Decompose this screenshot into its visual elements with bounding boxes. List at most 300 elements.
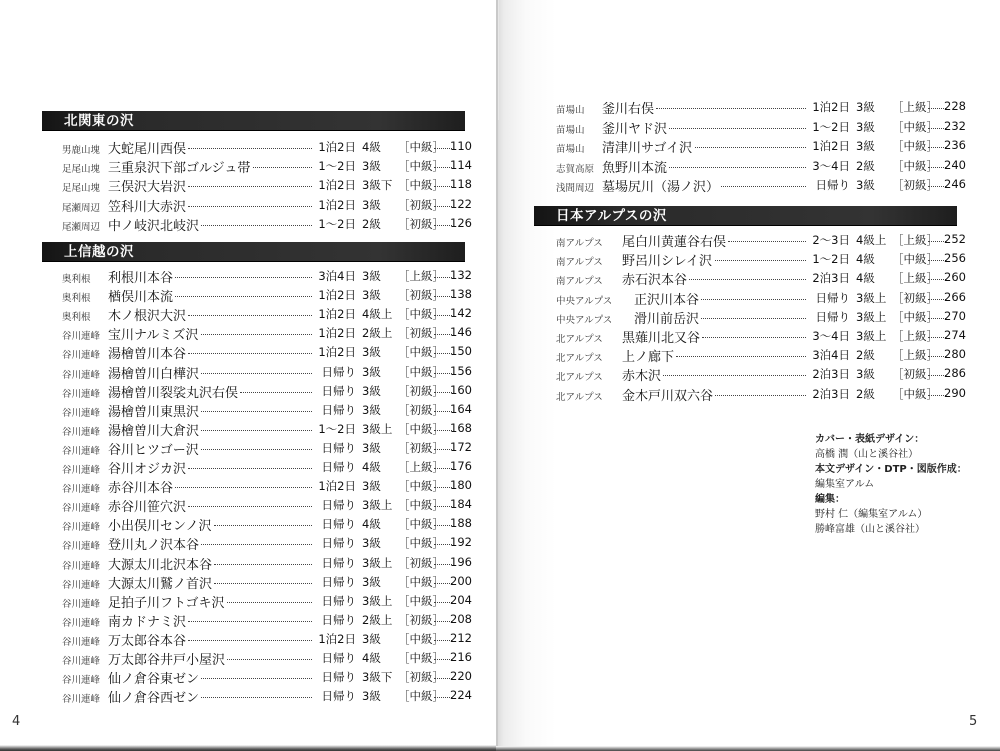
toc-entry[interactable]: [556, 98, 966, 117]
toc-level: ［中級］: [892, 158, 938, 173]
toc-level: ［中級］: [398, 140, 444, 154]
toc-grade: 3級: [362, 159, 381, 174]
toc-grade: 4級: [362, 651, 381, 665]
toc-entry[interactable]: [556, 269, 966, 288]
toc-entry[interactable]: [556, 250, 966, 269]
toc-level: ［上級］: [398, 269, 444, 283]
dot-leader: [175, 277, 312, 278]
toc-level: ［中級］: [892, 119, 938, 134]
toc-area: 苗場山: [556, 144, 585, 155]
toc-entry[interactable]: [62, 611, 472, 630]
toc-area: 谷川連峰: [62, 426, 101, 438]
toc-title: 金木戸川双六谷: [622, 388, 714, 404]
toc-area: 谷川連峰: [62, 617, 101, 629]
toc-duration: 日帰り: [321, 402, 356, 417]
toc-grade: 4級上: [362, 307, 393, 322]
toc-level: ［中級］: [398, 593, 444, 608]
toc-entry[interactable]: [62, 630, 472, 649]
toc-title: 清津川サゴイ沢: [602, 141, 693, 156]
toc-entry[interactable]: [62, 305, 472, 324]
dot-leader: [701, 299, 806, 300]
toc-page-number: 188: [450, 516, 472, 531]
dot-leader: [188, 315, 312, 316]
toc-title: 小出俣川センノ沢: [108, 519, 212, 535]
toc-page-number: 156: [450, 363, 472, 378]
credit-label: カバー・表紙デザイン：: [815, 434, 925, 445]
toc-area: 谷川連峰: [62, 350, 101, 362]
dot-leader: [214, 525, 312, 526]
toc-grade: 4級: [362, 140, 381, 154]
toc-duration: 1泊2日: [318, 326, 356, 341]
toc-level: ［初級］: [398, 197, 444, 212]
toc-level: ［上級］: [892, 100, 938, 114]
toc-title: 湯檜曽川大倉沢: [108, 423, 200, 439]
toc-title: 万太郎谷井戸小屋沢: [108, 653, 226, 668]
toc-entry[interactable]: [62, 401, 472, 420]
toc-page-number: 164: [450, 401, 472, 416]
toc-level: ［中級］: [398, 307, 444, 322]
dot-leader: [695, 147, 806, 148]
toc-entry[interactable]: [62, 534, 472, 553]
toc-grade: 3級上: [856, 290, 887, 305]
toc-duration: 日帰り: [321, 574, 356, 589]
toc-entry[interactable]: [62, 363, 472, 382]
toc-page-number: 196: [450, 554, 472, 569]
toc-area: 苗場山: [556, 105, 585, 116]
toc-title: 三俣沢大岩沢: [108, 180, 187, 196]
dot-leader: [227, 659, 312, 660]
toc-entry[interactable]: [62, 215, 472, 234]
toc-duration: 2泊3日: [812, 271, 850, 286]
toc-area: 谷川連峰: [62, 656, 101, 667]
toc-title: 湯檜曽川白樺沢: [108, 366, 200, 382]
toc-duration: 1泊2日: [318, 288, 356, 303]
toc-page-number: 184: [450, 497, 472, 512]
toc-grade: 4級上: [856, 233, 887, 247]
toc-grade: 3級上: [362, 593, 393, 608]
toc-level: ［中級］: [398, 498, 444, 513]
toc-duration: 1〜2日: [318, 216, 356, 231]
toc-page-number: 146: [450, 325, 472, 340]
toc-entry[interactable]: [556, 157, 966, 176]
toc-page-number: 132: [450, 268, 472, 282]
toc-duration: 1〜2日: [812, 119, 850, 134]
toc-level: ［初級］: [398, 612, 444, 627]
dot-leader: [201, 373, 312, 374]
toc-entry[interactable]: [62, 286, 472, 305]
toc-title: 三重泉沢下部ゴルジュ帯: [108, 161, 251, 177]
toc-grade: 3級: [362, 402, 381, 417]
toc-duration: 1泊2日: [318, 345, 356, 360]
toc-grade: 4級: [856, 252, 875, 267]
toc-page-number: 270: [944, 308, 966, 323]
toc-duration: 3泊4日: [318, 269, 356, 283]
toc-entry[interactable]: [62, 573, 472, 592]
toc-title: 赤石沢本谷: [622, 273, 688, 289]
section-heading-kitakanto: 北関東の沢: [42, 111, 465, 131]
toc-entry[interactable]: [62, 649, 472, 668]
toc-title: 谷川オジカ沢: [108, 462, 187, 477]
toc-area: 志賀高原: [556, 163, 595, 175]
toc-grade: 3級: [362, 536, 381, 551]
toc-title: 大蛇尾川西俣: [108, 142, 187, 157]
toc-entry[interactable]: [62, 267, 472, 286]
dot-leader: [721, 186, 806, 187]
toc-grade: 2級: [856, 158, 875, 173]
toc-title: 正沢川本谷: [634, 292, 700, 308]
toc-area: 北アルプス: [556, 372, 603, 384]
toc-area: 北アルプス: [556, 353, 603, 365]
toc-duration: 日帰り: [321, 689, 356, 704]
toc-entry[interactable]: [62, 420, 472, 439]
toc-page-number: 160: [450, 382, 472, 397]
toc-duration: 日帰り: [321, 364, 356, 379]
dot-leader: [201, 697, 312, 698]
toc-entry[interactable]: [556, 385, 966, 404]
toc-area: 谷川連峰: [62, 560, 101, 572]
toc-title: 赤木沢: [622, 369, 662, 385]
toc-title: 湯檜曽川裂裟丸沢右俣: [108, 385, 239, 401]
toc-title: 利根川本谷: [108, 271, 174, 286]
toc-level: ［上級］: [892, 233, 938, 247]
dot-leader: [188, 640, 312, 641]
toc-page-number: 192: [450, 535, 472, 550]
toc-page-number: 246: [944, 177, 966, 191]
toc-area: 男鹿山塊: [62, 145, 101, 156]
toc-grade: 3級上: [362, 555, 393, 570]
toc-page-number: 216: [450, 650, 472, 664]
toc-grade: 3級: [362, 631, 381, 646]
toc-grade: 3級下: [362, 670, 393, 685]
toc-level: ［中級］: [398, 479, 444, 494]
dot-leader: [656, 108, 806, 109]
toc-area: 奥利根: [62, 274, 91, 285]
toc-level: ［初級］: [398, 555, 444, 570]
toc-page-number: 260: [944, 270, 966, 285]
toc-duration: 日帰り: [321, 517, 356, 532]
toc-duration: 1泊2日: [318, 307, 356, 322]
toc-level: ［上級］: [892, 348, 938, 363]
toc-grade: 3級上: [362, 498, 393, 513]
toc-grade: 2級: [856, 386, 875, 401]
toc-entry[interactable]: [556, 308, 966, 327]
dot-leader: [175, 296, 312, 297]
toc-level: ［中級］: [892, 252, 938, 267]
dot-leader: [701, 318, 806, 319]
toc-title: 野呂川シレイ沢: [622, 254, 713, 270]
toc-level: ［中級］: [398, 574, 444, 589]
toc-grade: 2級: [856, 348, 875, 363]
toc-duration: 3泊4日: [812, 348, 850, 363]
toc-level: ［初級］: [892, 367, 938, 382]
dot-leader: [201, 225, 312, 226]
dot-leader: [214, 583, 312, 584]
toc-entry[interactable]: [556, 289, 966, 308]
toc-grade: 3級: [362, 383, 381, 398]
credit-label: 本文デザイン・DTP・図版作成：: [815, 464, 967, 475]
toc-title: 笠科川大赤沢: [108, 199, 187, 215]
toc-level: ［中級］: [398, 178, 444, 193]
toc-page-number: 208: [450, 611, 472, 626]
toc-page-number: 274: [944, 328, 966, 342]
toc-duration: 1泊2日: [318, 178, 356, 193]
credit-value: 編集室アルム: [815, 479, 875, 490]
toc-title: 湯檜曽川本谷: [108, 347, 187, 363]
toc-area: 谷川連峰: [62, 484, 101, 496]
toc-grade: 4級: [362, 517, 381, 532]
toc-area: 谷川連峰: [62, 331, 101, 343]
toc-area: 南アルプス: [556, 276, 603, 288]
toc-grade: 3級: [362, 197, 381, 212]
dot-leader: [188, 148, 312, 149]
toc-duration: 1泊2日: [318, 631, 356, 646]
toc-grade: 3級: [856, 367, 875, 382]
toc-area: 谷川連峰: [62, 694, 101, 706]
toc-page-number: 150: [450, 344, 472, 359]
toc-title: 万太郎谷本谷: [108, 633, 187, 649]
toc-title: 大源太川鷲ノ首沢: [108, 576, 213, 592]
toc-grade: 2級上: [362, 326, 393, 341]
toc-level: ［初級］: [398, 288, 444, 303]
toc-area: 苗場山: [556, 124, 585, 136]
toc-area: 谷川連峰: [62, 369, 101, 381]
dot-leader: [240, 392, 312, 393]
dot-leader: [188, 468, 312, 469]
dot-leader: [188, 186, 312, 187]
toc-duration: 日帰り: [321, 460, 356, 474]
toc-entry[interactable]: [62, 668, 472, 687]
page-edge-shadow-right: [496, 746, 1000, 751]
toc-title: 滑川前岳沢: [634, 311, 700, 327]
toc-grade: 4級: [856, 271, 875, 286]
toc-title: 足拍子川フトゴキ沢: [108, 595, 225, 611]
section-heading-joshinetsu: 上信越の沢: [42, 242, 465, 262]
dot-leader: [188, 621, 312, 622]
dot-leader: [214, 564, 312, 565]
toc-title: 仙ノ倉谷東ゼン: [108, 672, 200, 688]
toc-duration: 日帰り: [321, 383, 356, 398]
toc-level: ［初級］: [398, 216, 444, 231]
toc-area: 谷川連峰: [62, 522, 101, 534]
toc-title: 釜川右俣: [602, 102, 655, 117]
toc-area: 尾瀬周辺: [62, 202, 101, 214]
toc-area: 谷川連峰: [62, 675, 101, 687]
toc-duration: 日帰り: [321, 670, 356, 685]
toc-grade: 3級: [362, 440, 381, 455]
toc-entry[interactable]: [62, 496, 472, 515]
toc-entry[interactable]: [62, 687, 472, 706]
toc-page-number: 220: [450, 669, 472, 684]
toc-title: 上ノ廊下: [622, 350, 675, 366]
toc-duration: 日帰り: [815, 290, 850, 305]
toc-title: 木ノ根沢大沢: [108, 309, 187, 325]
toc-duration: 日帰り: [321, 651, 356, 665]
toc-entry[interactable]: [62, 554, 472, 573]
dot-leader: [201, 334, 312, 335]
toc-grade: 3級: [856, 119, 875, 134]
toc-page-number: 204: [450, 592, 472, 607]
toc-page-number: 176: [450, 459, 472, 473]
toc-entry[interactable]: [62, 458, 472, 477]
toc-duration: 1〜2日: [318, 421, 356, 436]
toc-duration: 1泊2日: [318, 140, 356, 154]
toc-level: ［初級］: [398, 670, 444, 685]
toc-level: ［中級］: [398, 345, 444, 360]
toc-level: ［初級］: [892, 178, 938, 192]
toc-level: ［中級］: [398, 651, 444, 665]
toc-page-number: 256: [944, 251, 966, 266]
toc-title: 登川丸ノ沢本谷: [108, 538, 200, 554]
toc-grade: 3級: [856, 139, 875, 153]
toc-entry[interactable]: [62, 324, 472, 343]
toc-entry[interactable]: [62, 343, 472, 362]
credit-value: 野村 仁（編集室アルム）: [815, 509, 928, 520]
toc-level: ［中級］: [892, 309, 938, 324]
dot-leader: [689, 279, 806, 280]
toc-duration: 1〜2日: [318, 159, 356, 174]
toc-entry[interactable]: [556, 118, 966, 137]
toc-title: 大源太川北沢本谷: [108, 557, 213, 573]
toc-area: 浅間周辺: [556, 183, 595, 194]
toc-level: ［中級］: [398, 364, 444, 379]
toc-grade: 2級上: [362, 612, 393, 627]
toc-grade: 3級: [362, 288, 381, 303]
toc-grade: 3級: [362, 345, 381, 360]
toc-page-number: 168: [450, 420, 472, 435]
toc-level: ［中級］: [892, 139, 938, 153]
toc-title: 赤谷川笹穴沢: [108, 500, 187, 516]
toc-area: 南アルプス: [556, 238, 603, 249]
toc-grade: 4級: [362, 460, 381, 474]
toc-grade: 3級上: [856, 309, 887, 324]
toc-duration: 2〜3日: [812, 233, 850, 247]
toc-level: ［中級］: [398, 536, 444, 551]
toc-duration: 1泊2日: [812, 100, 850, 114]
toc-area: 中央アルプス: [556, 295, 613, 307]
toc-level: ［初級］: [398, 440, 444, 455]
toc-area: 中央アルプス: [556, 314, 613, 326]
toc-entry[interactable]: [556, 176, 966, 195]
toc-page-number: 224: [450, 688, 472, 703]
toc-title: 湯檜曽川東黒沢: [108, 404, 200, 420]
toc-duration: 日帰り: [815, 178, 850, 192]
toc-duration: 1泊2日: [318, 197, 356, 212]
toc-entry[interactable]: [62, 176, 472, 195]
toc-page-number: 280: [944, 347, 966, 362]
toc-level: ［初級］: [398, 383, 444, 398]
dot-leader: [728, 241, 806, 242]
toc-duration: 1泊2日: [812, 139, 850, 153]
toc-duration: 1〜2日: [812, 252, 850, 267]
dot-leader: [227, 602, 312, 603]
dot-leader: [702, 337, 806, 338]
toc-area: 南アルプス: [556, 257, 603, 269]
toc-entry[interactable]: [62, 382, 472, 401]
toc-grade: 3級: [362, 689, 381, 704]
toc-title: 中ノ岐沢北岐沢: [108, 218, 200, 234]
toc-page-number: 172: [450, 439, 472, 454]
toc-entry[interactable]: [556, 365, 966, 384]
dot-leader: [188, 206, 312, 207]
toc-level: ［初級］: [398, 326, 444, 341]
toc-title: 黒薙川北又谷: [622, 331, 701, 346]
credits-block: [815, 432, 967, 537]
toc-entry[interactable]: [556, 137, 966, 156]
toc-area: 谷川連峰: [62, 579, 101, 591]
toc-area: 尾瀬周辺: [62, 221, 101, 233]
toc-page-number: 252: [944, 232, 966, 246]
dot-leader: [188, 506, 312, 507]
dot-leader: [253, 167, 312, 168]
toc-title: 釜川ヤド沢: [602, 121, 668, 137]
toc-entry[interactable]: [62, 592, 472, 611]
toc-grade: 3級: [362, 364, 381, 379]
toc-area: 足尾山塊: [62, 183, 101, 195]
toc-entry[interactable]: [62, 477, 472, 496]
toc-page-number: 180: [450, 478, 472, 493]
toc-page-number: 290: [944, 385, 966, 400]
toc-entry[interactable]: [62, 515, 472, 534]
toc-entry[interactable]: [62, 439, 472, 458]
toc-area: 谷川連峰: [62, 445, 101, 457]
toc-area: 谷川連峰: [62, 465, 101, 476]
toc-grade: 3級上: [362, 421, 393, 436]
toc-page-number: 126: [450, 215, 472, 230]
toc-area: 谷川連峰: [62, 598, 101, 610]
toc-level: ［中級］: [892, 386, 938, 401]
toc-area: 谷川連峰: [62, 541, 101, 553]
toc-page-number: 266: [944, 289, 966, 304]
toc-area: 谷川連峰: [62, 503, 101, 515]
toc-duration: 3〜4日: [812, 329, 850, 343]
toc-grade: 2級: [362, 216, 381, 231]
dot-leader: [669, 167, 806, 168]
toc-page-number: 118: [450, 177, 472, 192]
toc-entry[interactable]: [556, 327, 966, 346]
page-edge-shadow-left: [0, 745, 496, 751]
toc-level: ［上級］: [892, 271, 938, 286]
toc-page-number: 286: [944, 366, 966, 381]
dot-leader: [676, 356, 806, 357]
toc-entry[interactable]: [62, 138, 472, 157]
dot-leader: [201, 430, 312, 431]
toc-area: 足尾山塊: [62, 164, 101, 176]
toc-entry[interactable]: [556, 231, 966, 250]
toc-page-number: 200: [450, 573, 472, 588]
toc-duration: 日帰り: [815, 309, 850, 324]
toc-title: 墓場尻川（湯ノ沢）: [602, 180, 720, 195]
toc-area: 北アルプス: [556, 334, 603, 345]
toc-level: ［中級］: [398, 689, 444, 704]
toc-page-number: 236: [944, 138, 966, 152]
dot-leader: [201, 544, 312, 545]
toc-page-number: 110: [450, 139, 472, 153]
toc-entry[interactable]: [556, 346, 966, 365]
toc-entry[interactable]: [62, 157, 472, 176]
toc-page-number: 212: [450, 630, 472, 645]
toc-duration: 2泊3日: [812, 386, 850, 401]
toc-area: 谷川連峰: [62, 407, 101, 419]
toc-duration: 日帰り: [321, 440, 356, 455]
toc-level: ［上級］: [398, 460, 444, 474]
gutter-highlight: [498, 0, 499, 120]
toc-duration: 日帰り: [321, 555, 356, 570]
toc-grade: 3級: [856, 100, 875, 114]
toc-entry[interactable]: [62, 196, 472, 215]
dot-leader: [188, 353, 312, 354]
section-heading-alps: 日本アルプスの沢: [534, 206, 957, 226]
toc-duration: 1泊2日: [318, 479, 356, 494]
